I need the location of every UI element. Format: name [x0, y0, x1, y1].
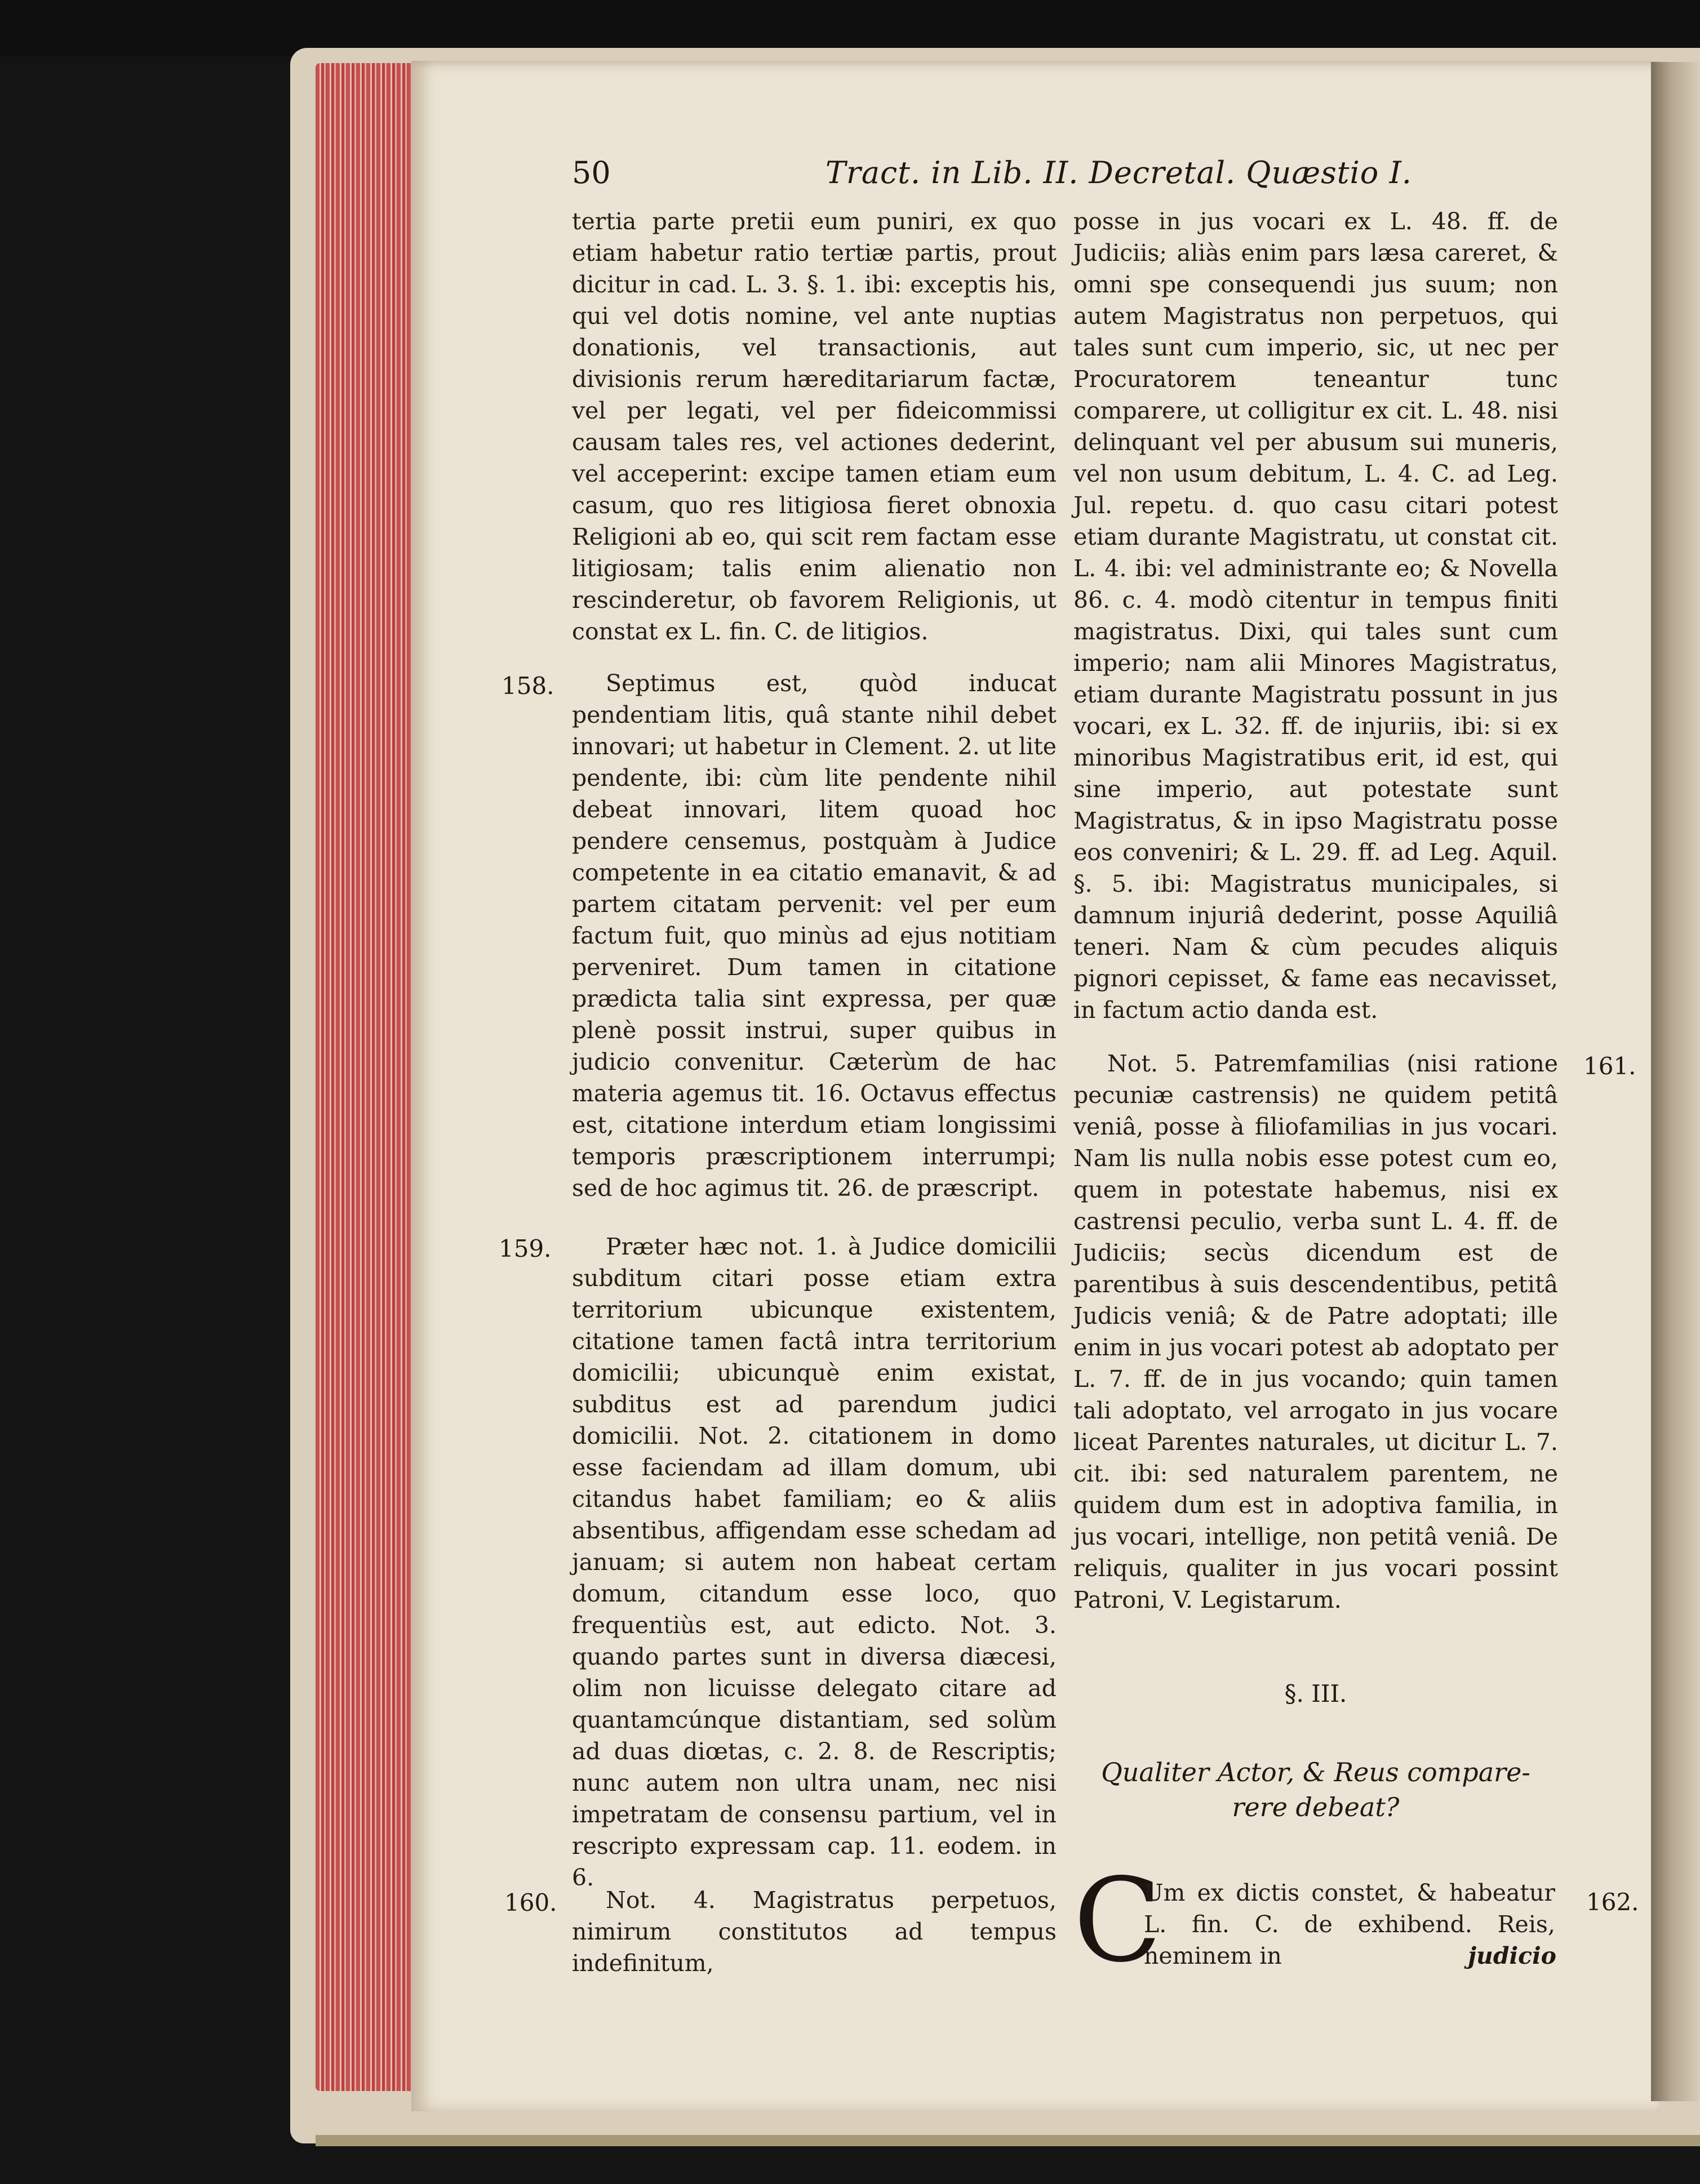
paragraph-158 — [572, 668, 1057, 1204]
page-number: 50 — [572, 155, 611, 190]
margin-number-160: 160. — [504, 1889, 557, 1916]
drop-cap-letter: C — [1073, 1854, 1162, 1988]
paragraph-continuation: tertia parte pretii eum puniri, ex quo etiam habetur ratio tertiæ partis, prout dicitur in cad. L. 3. §. 1. ibi: exceptis his, qui vel dotis nomine, vel ante nuptias donationis, vel transactionis, aut divisionis rerum hæreditariarum factæ, vel per legati, vel per fideicommissi causam tales res, vel actiones dederint, vel acceperint: excipe tamen etiam eum casum, quo res litigiosa fieret obnoxia Religioni ab eo, qui scit rem factam esse litigiosam; talis enim alienatio non rescinderetur, ob favorem Religionis, ut constat ex L. fin. C. de litigios. — [572, 208, 1057, 645]
margin-number-159: 159. — [499, 1235, 552, 1262]
paragraph-161 — [1073, 1048, 1558, 1616]
paragraph-159-text: Præter hæc not. 1. à Judice domicilii subditum citari posse etiam extra territorium ubicunque existentem, citatione tamen factâ intra territorium domicilii; ubicunquè enim existat, subditus est ad parendum judici domicilii. Not. 2. citationem in domo esse faciendam ad illam domum, ubi citandus habet familiam; eo & aliis absentibus, affigendam esse schedam ad januam; si autem non habeat certam domum, citandum esse loco, quo frequentiùs est, aut edicto. Not. 3. quando partes sunt in diversa diæcesi, olim non licuisse delegato citare ad quantamcúnque distantiam, sed solùm ad duas diœtas, c. 2. 8. de Rescriptis; nunc autem non ultra unam, nec nisi impetratam de consensu partium, vel in rescripto expressam cap. 11. eodem. in 6. — [572, 1233, 1057, 1891]
paragraph-159 — [572, 1231, 1057, 1893]
paragraph-right-continuation: posse in jus vocari ex L. 48. ff. de Judiciis; aliàs enim pars læsa careret, & omni spe consequendi jus suum; non autem Magistratus non perpetuos, qui tales sunt cum imperio, sic, ut nec per Procuratorem teneantur tunc comparere, ut colligitur ex cit. L. 48. nisi delinquant vel per abusum sui muneris, vel non usum debitum, L. 4. C. ad Leg. Jul. repetu. d. quo casu citari potest etiam durante Magistratu, ut constat cit. L. 4. ibi: vel administrante eo; & Novella 86. c. 4. modò citentur in tempus finiti magistratus. Dixi, qui tales sunt cum imperio; nam alii Minores Magistratus, etiam durante Magistratu possunt in jus vocari, ex L. 32. ff. de injuriis, ibi: si ex minoribus Magistratibus erit, id est, qui sine imperio, aut potestate sunt Magistratus, & in ipso Magistratu posse eos conveniri; & L. 29. ff. ad Leg. Aquil. §. 5. ibi: Magistratus municipales, si damnum injuriâ dederint, posse Aquiliâ teneri. Nam & cùm pecudes aliquis pignori cepisset, & fame eas necavisset, in factum actio danda est. — [1073, 208, 1558, 1024]
paragraph-160-text: Not. 4. Magistratus perpetuos, nimirum constitutos ad tempus indefinitum, — [572, 1887, 1057, 1977]
paragraph-160 — [572, 1884, 1057, 1979]
left-column-opening — [572, 206, 1057, 647]
margin-number-158: 158. — [501, 672, 554, 700]
section-subtitle-line-2: rere debeat? — [1232, 1792, 1400, 1822]
catchword: judicio — [1468, 1942, 1556, 1969]
section-subtitle — [1073, 1755, 1558, 1825]
right-column-opening — [1073, 206, 1558, 1026]
book-bottom-edge — [316, 2135, 1700, 2146]
paragraph-162-text: Um ex dictis constet, & habeatur L. fin. C. de exhibend. Reis, neminem in — [1144, 1879, 1555, 1969]
page-edges-red — [316, 63, 416, 2091]
book-gutter — [1651, 62, 1700, 2101]
margin-number-161: 161. — [1583, 1052, 1636, 1080]
paragraph-161-text: Not. 5. Patremfamilias (nisi ratione pecuniæ castrensis) ne quidem petitâ veniâ, posse à filiofamilias in jus vocari. Nam lis nulla nobis esse potest cum eo, quem in potestate habemus, nisi ex castrensi peculio, verba sunt L. 4. ff. de Judiciis; secùs dicendum est de parentibus à suis descendentibus, petitâ Judicis veniâ; & de Patre adoptati; ille enim in jus vocari potest ab adoptato per L. 7. ff. de in jus vocando; quin tamen tali adoptato, vel arrogato in jus vocare liceat Parentes naturales, ut dicitur L. 7. cit. ibi: sed naturalem parentem, ne quidem dum est in adoptiva familia, in jus vocari, intellige, non petitâ veniâ. De reliquis, qualiter in jus vocari possint Patroni, V. Legistarum. — [1073, 1050, 1558, 1613]
running-head: Tract. in Lib. II. Decretal. Quæstio I. — [825, 155, 1412, 190]
section-subtitle-line-1: Qualiter Actor, & Reus compare- — [1101, 1757, 1530, 1787]
section-heading: §. III. — [1284, 1680, 1347, 1707]
paragraph-158-text: Septimus est, quòd inducat pendentiam litis, quâ stante nihil debet innovari; ut habetur in Clement. 2. ut lite pendente, ibi: cùm lite pendente nihil debeat innovari, litem quoad hoc pendere censemus, postquàm à Judice competente in ea citatio emanavit, & ad partem citatam pervenit: vel per eum factum fuit, quo minùs ad ejus notitiam perveniret. Dum tamen in citatione prædicta talia sint expressa, per quæ plenè possit instrui, super quibus in judicio convenitur. Cæterùm de hac materia agemus tit. 16. Octavus effectus est, citatione interdum etiam longissimi temporis præscriptionem interrumpi; sed de hoc agimus tit. 26. de præscript. — [572, 670, 1057, 1202]
margin-number-162: 162. — [1586, 1888, 1639, 1916]
